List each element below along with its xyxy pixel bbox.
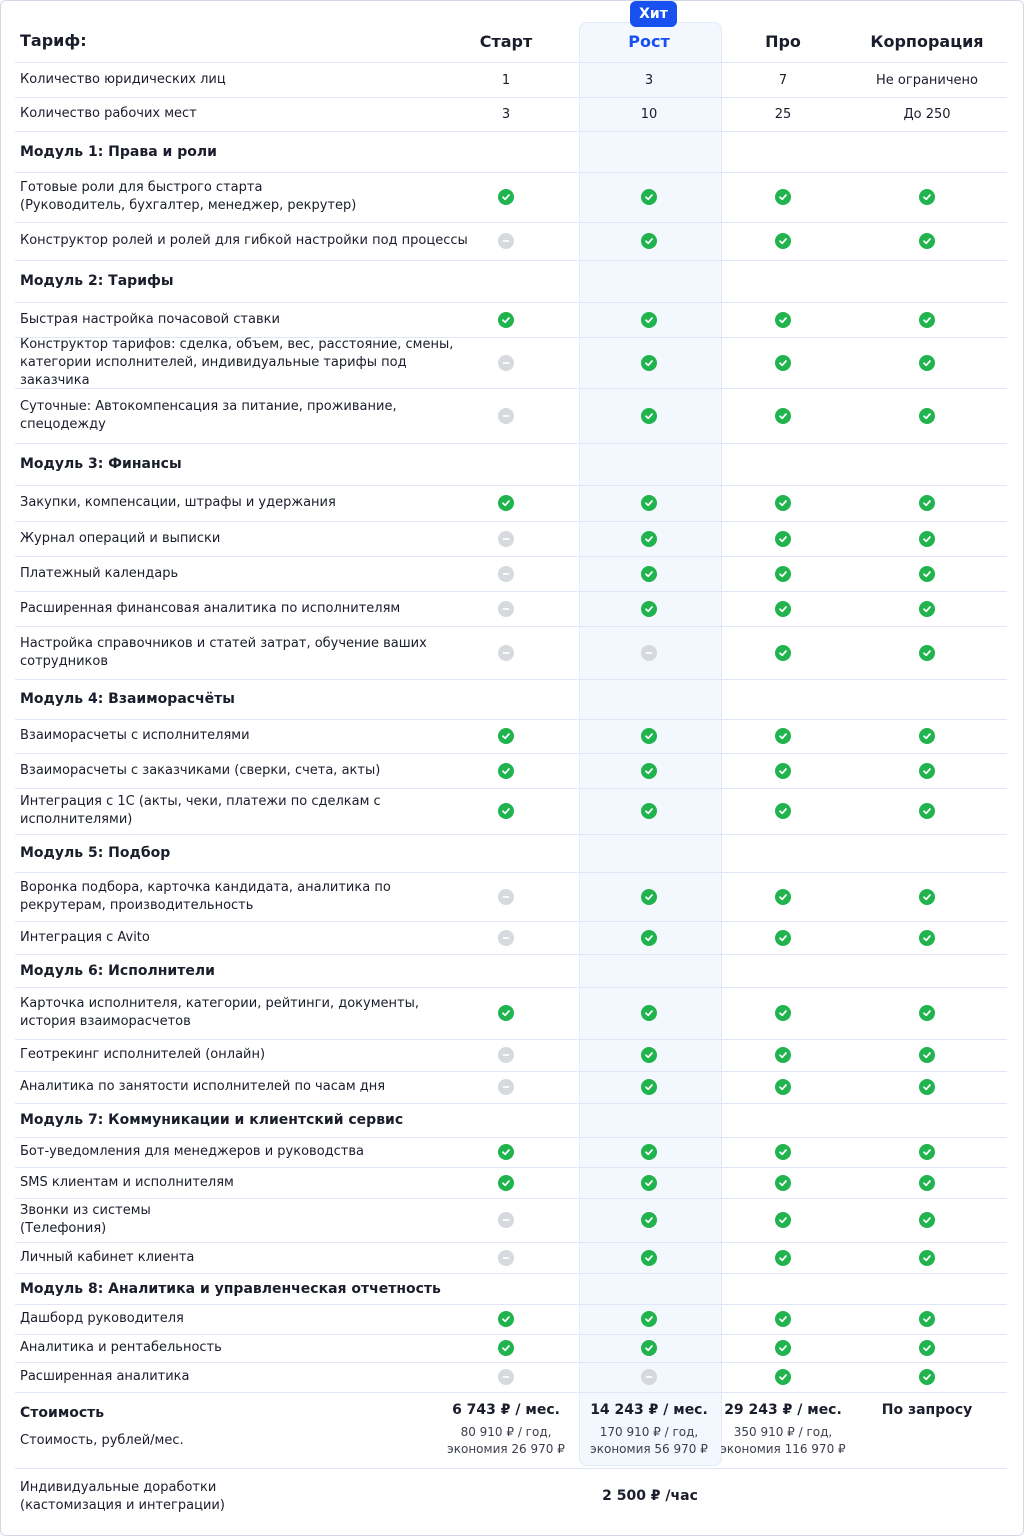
check-icon	[641, 566, 657, 582]
custom-work-label: Индивидуальные доработки (кастомизация и интеграции)	[20, 1480, 225, 1513]
feature-label: Закупки, компенсации, штрафы и удержания	[20, 495, 336, 510]
feature-label: Личный кабинет клиента	[20, 1249, 195, 1265]
plan-feature-cell	[639, 753, 659, 788]
plan-feature-cell	[773, 872, 793, 921]
plan-feature-cell	[773, 1039, 793, 1071]
plan-value: 1	[501, 72, 511, 88]
check-icon	[498, 728, 514, 744]
check-icon	[498, 803, 514, 819]
module-heading: Модуль 1: Права и роли	[20, 143, 217, 160]
check-icon	[498, 763, 514, 779]
feature-label: Журнал операций и выписки	[20, 530, 221, 546]
check-icon	[641, 763, 657, 779]
plan-feature-cell	[496, 222, 516, 260]
plan-feature-cell	[639, 1242, 659, 1273]
plan-feature-cell	[917, 1167, 937, 1198]
plan-feature-cell	[496, 1198, 516, 1242]
plan-feature-cell	[917, 222, 937, 260]
plan-value: 7	[778, 72, 788, 88]
feature-label: Суточные: Автокомпенсация за питание, проживание, спецодежду	[20, 398, 397, 432]
plan-feature-cell	[773, 1334, 793, 1362]
plan-savings: экономия 56 970 ₽	[590, 1442, 708, 1456]
plan-feature-cell	[639, 1362, 659, 1392]
plan-feature-cell	[773, 222, 793, 260]
check-icon	[641, 1047, 657, 1063]
check-icon	[641, 1175, 657, 1191]
feature-label: Аналитика по занятости исполнителей по часам дня	[20, 1079, 386, 1094]
check-icon	[775, 889, 791, 905]
plan-feature-cell	[917, 1039, 937, 1071]
feature-label: Геотрекинг исполнителей (онлайн)	[20, 1047, 266, 1062]
unavailable-icon	[498, 1047, 514, 1063]
unavailable-icon	[498, 889, 514, 905]
unavailable-icon	[498, 566, 514, 582]
plan-feature-cell	[496, 1242, 516, 1273]
check-icon	[775, 1340, 791, 1356]
check-icon	[641, 233, 657, 249]
check-icon	[919, 930, 935, 946]
plan-feature-cell	[773, 172, 793, 222]
check-icon	[775, 1144, 791, 1160]
plan-feature-cell	[773, 388, 793, 443]
check-icon	[919, 1144, 935, 1160]
plan-feature-cell	[639, 921, 659, 954]
plan-yearly-price: 170 910 ₽ / год,	[599, 1425, 699, 1439]
plan-feature-cell	[773, 921, 793, 954]
check-icon	[641, 889, 657, 905]
plan-feature-cell	[917, 626, 937, 679]
check-icon	[641, 1005, 657, 1021]
check-icon	[498, 495, 514, 511]
check-icon	[919, 566, 935, 582]
check-icon	[919, 1311, 935, 1327]
plan-feature-cell	[496, 388, 516, 443]
check-icon	[641, 803, 657, 819]
check-icon	[641, 601, 657, 617]
feature-label: Интеграция с 1С (акты, чеки, платежи по сделкам с исполнителями)	[20, 794, 381, 827]
plan-feature-cell	[917, 719, 937, 753]
check-icon	[919, 531, 935, 547]
plan-feature-cell	[639, 485, 659, 521]
plan-feature-cell	[639, 626, 659, 679]
check-icon	[919, 601, 935, 617]
plan-feature-cell	[639, 1137, 659, 1167]
check-icon	[919, 1079, 935, 1095]
pricing-subtitle: Стоимость, рублей/мес.	[20, 1433, 184, 1448]
plan-feature-cell	[639, 1198, 659, 1242]
plan-feature-cell	[496, 556, 516, 591]
plan-feature-cell	[496, 1334, 516, 1362]
check-icon	[775, 930, 791, 946]
plan-value: 3	[501, 106, 511, 122]
feature-label: Воронка подбора, карточка кандидата, аналитика по рекрутерам, производительность	[20, 879, 391, 913]
plan-feature-cell	[917, 1137, 937, 1167]
plan-feature-cell	[773, 521, 793, 556]
plan-feature-cell	[639, 172, 659, 222]
plan-feature-cell	[917, 591, 937, 626]
check-icon	[641, 1250, 657, 1266]
plan-savings: экономия 116 970 ₽	[720, 1442, 846, 1456]
check-icon	[919, 803, 935, 819]
plan-feature-cell	[917, 1334, 937, 1362]
plan-value: 10	[640, 106, 658, 122]
unavailable-icon	[498, 601, 514, 617]
plan-price: 6 743 ₽ / мес.	[452, 1402, 560, 1418]
check-icon	[919, 645, 935, 661]
feature-label: Количество рабочих мест	[20, 106, 197, 121]
check-icon	[919, 1175, 935, 1191]
plan-feature-cell	[917, 485, 937, 521]
plan-feature-cell	[773, 1167, 793, 1198]
feature-label: Расширенная аналитика	[20, 1369, 190, 1384]
check-icon	[775, 531, 791, 547]
plan-feature-cell	[639, 591, 659, 626]
check-icon	[775, 1250, 791, 1266]
row-divider	[15, 1392, 1007, 1393]
plan-feature-cell	[917, 1198, 937, 1242]
plan-feature-cell	[639, 1039, 659, 1071]
feature-label: Конструктор тарифов: сделка, объем, вес, расстояние, смены, категории исполнителей, индивидуальные тарифы под заказчика	[20, 336, 454, 388]
plan-feature-cell	[917, 921, 937, 954]
module-heading: Модуль 2: Тарифы	[20, 273, 174, 289]
plan-feature-cell	[773, 719, 793, 753]
plan-feature-cell	[639, 788, 659, 834]
plan-feature-cell	[917, 1071, 937, 1103]
pricing-title: Стоимость	[20, 1405, 105, 1421]
check-icon	[641, 531, 657, 547]
plan-header-3: Про	[765, 31, 801, 51]
check-icon	[775, 566, 791, 582]
plan-feature-cell	[639, 987, 659, 1039]
plan-feature-cell	[639, 872, 659, 921]
plan-feature-cell	[773, 626, 793, 679]
plan-feature-cell	[773, 337, 793, 388]
feature-label: Конструктор ролей и ролей для гибкой настройки под процессы	[20, 233, 468, 248]
plan-feature-cell	[773, 485, 793, 521]
plan-feature-cell	[773, 1071, 793, 1103]
plan-feature-cell	[639, 302, 659, 337]
plan-value: 3	[644, 72, 654, 88]
plan-feature-cell	[496, 1362, 516, 1392]
plan-feature-cell	[496, 872, 516, 921]
unavailable-icon	[498, 355, 514, 371]
plan-price: По запросу	[881, 1402, 973, 1418]
check-icon	[919, 408, 935, 424]
unavailable-icon	[498, 531, 514, 547]
feature-label: SMS клиентам и исполнителям	[20, 1174, 234, 1190]
plan-feature-cell	[639, 222, 659, 260]
module-heading: Модуль 5: Подбор	[20, 845, 171, 861]
plan-feature-cell	[917, 302, 937, 337]
feature-label: Дашборд руководителя	[20, 1311, 184, 1326]
check-icon	[775, 233, 791, 249]
plan-feature-cell	[639, 521, 659, 556]
plan-feature-cell	[773, 987, 793, 1039]
plan-feature-cell	[496, 521, 516, 556]
plan-price: 14 243 ₽ / мес.	[590, 1402, 708, 1418]
plan-feature-cell	[639, 1071, 659, 1103]
check-icon	[775, 728, 791, 744]
check-icon	[919, 1369, 935, 1385]
check-icon	[498, 189, 514, 205]
check-icon	[641, 1311, 657, 1327]
plan-feature-cell	[773, 788, 793, 834]
feature-label: Количество юридических лиц	[20, 72, 226, 87]
plan-feature-cell	[496, 753, 516, 788]
tariff-label: Тариф:	[20, 31, 87, 50]
check-icon	[498, 1311, 514, 1327]
plan-feature-cell	[917, 521, 937, 556]
plan-header-4: Корпорация	[870, 31, 984, 51]
plan-feature-cell	[773, 302, 793, 337]
plan-feature-cell	[496, 1304, 516, 1334]
plan-feature-cell	[917, 556, 937, 591]
plan-feature-cell	[496, 788, 516, 834]
unavailable-icon	[498, 408, 514, 424]
plan-feature-cell	[773, 1362, 793, 1392]
plan-feature-cell	[496, 302, 516, 337]
module-heading: Модуль 8: Аналитика и управленческая отчетность	[20, 1280, 441, 1297]
plan-feature-cell	[496, 987, 516, 1039]
plan-feature-cell	[639, 337, 659, 388]
plan-yearly-price: 350 910 ₽ / год,	[733, 1425, 833, 1439]
check-icon	[775, 1175, 791, 1191]
plan-feature-cell	[917, 872, 937, 921]
check-icon	[641, 355, 657, 371]
plan-feature-cell	[496, 1167, 516, 1198]
check-icon	[498, 1005, 514, 1021]
plan-feature-cell	[639, 556, 659, 591]
plan-feature-cell	[917, 172, 937, 222]
plan-feature-cell	[496, 1039, 516, 1071]
check-icon	[775, 1005, 791, 1021]
plan-feature-cell	[773, 753, 793, 788]
plan-value: Не ограничено	[876, 72, 978, 88]
plan-feature-cell	[639, 719, 659, 753]
check-icon	[641, 930, 657, 946]
check-icon	[641, 189, 657, 205]
plan-feature-cell	[917, 1362, 937, 1392]
plan-feature-cell	[917, 788, 937, 834]
plan-savings: экономия 26 970 ₽	[447, 1442, 565, 1456]
unavailable-icon	[498, 233, 514, 249]
plan-feature-cell	[496, 719, 516, 753]
check-icon	[919, 763, 935, 779]
check-icon	[919, 189, 935, 205]
unavailable-icon	[498, 1079, 514, 1095]
check-icon	[775, 408, 791, 424]
check-icon	[775, 601, 791, 617]
check-icon	[775, 189, 791, 205]
unavailable-icon	[498, 645, 514, 661]
feature-label: Звонки из системы (Телефония)	[20, 1203, 151, 1236]
plan-feature-cell	[917, 1304, 937, 1334]
check-icon	[498, 312, 514, 328]
check-icon	[775, 803, 791, 819]
check-icon	[775, 1079, 791, 1095]
plan-feature-cell	[496, 591, 516, 626]
plan-feature-cell	[639, 1304, 659, 1334]
plan-feature-cell	[496, 1071, 516, 1103]
module-heading: Модуль 7: Коммуникации и клиентский сервис	[20, 1112, 404, 1128]
plan-feature-cell	[496, 1137, 516, 1167]
plan-feature-cell	[773, 1137, 793, 1167]
check-icon	[641, 1079, 657, 1095]
plan-header-1: Старт	[479, 31, 533, 51]
module-heading: Модуль 3: Финансы	[20, 456, 182, 472]
feature-label: Настройка справочников и статей затрат, обучение ваших сотрудников	[20, 635, 427, 669]
plan-feature-cell	[773, 556, 793, 591]
plan-feature-cell	[496, 626, 516, 679]
plan-yearly-price: 80 910 ₽ / год,	[460, 1425, 552, 1439]
plan-feature-cell	[917, 1242, 937, 1273]
check-icon	[919, 889, 935, 905]
feature-label: Взаиморасчеты с заказчиками (сверки, счета, акты)	[20, 762, 381, 778]
check-icon	[919, 1340, 935, 1356]
unavailable-icon	[641, 645, 657, 661]
feature-label: Платежный календарь	[20, 565, 179, 581]
check-icon	[498, 1175, 514, 1191]
check-icon	[641, 312, 657, 328]
plan-feature-cell	[639, 388, 659, 443]
plan-feature-cell	[917, 753, 937, 788]
plan-feature-cell	[917, 987, 937, 1039]
check-icon	[919, 233, 935, 249]
plan-feature-cell	[496, 921, 516, 954]
check-icon	[919, 355, 935, 371]
plan-feature-cell	[639, 1334, 659, 1362]
unavailable-icon	[641, 1369, 657, 1385]
check-icon	[919, 1005, 935, 1021]
check-icon	[775, 495, 791, 511]
unavailable-icon	[498, 1369, 514, 1385]
check-icon	[919, 1250, 935, 1266]
check-icon	[641, 495, 657, 511]
feature-label: Готовые роли для быстрого старта (Руководитель, бухгалтер, менеджер, рекрутер)	[20, 180, 357, 213]
check-icon	[641, 728, 657, 744]
plan-feature-cell	[773, 1304, 793, 1334]
feature-label: Взаиморасчеты с исполнителями	[20, 728, 250, 743]
feature-label: Бот-уведомления для менеджеров и руководства	[20, 1144, 364, 1159]
check-icon	[498, 1144, 514, 1160]
row-divider	[15, 1468, 1007, 1469]
plan-feature-cell	[917, 388, 937, 443]
check-icon	[641, 408, 657, 424]
feature-label: Аналитика и рентабельность	[20, 1340, 222, 1355]
unavailable-icon	[498, 1250, 514, 1266]
module-heading: Модуль 6: Исполнители	[20, 962, 215, 979]
plan-feature-cell	[639, 1167, 659, 1198]
check-icon	[919, 495, 935, 511]
check-icon	[919, 1047, 935, 1063]
check-icon	[775, 1047, 791, 1063]
check-icon	[775, 312, 791, 328]
feature-label: Интеграция с Avito	[20, 929, 150, 945]
feature-label: Расширенная финансовая аналитика по исполнителям	[20, 600, 401, 616]
custom-work-price: 2 500 ₽ /час	[602, 1488, 698, 1504]
check-icon	[641, 1340, 657, 1356]
check-icon	[775, 1311, 791, 1327]
plan-value: 25	[774, 106, 792, 122]
plan-price: 29 243 ₽ / мес.	[724, 1402, 842, 1418]
check-icon	[775, 355, 791, 371]
module-heading: Модуль 4: Взаиморасчёты	[20, 691, 235, 707]
check-icon	[775, 763, 791, 779]
unavailable-icon	[498, 1212, 514, 1228]
check-icon	[775, 1212, 791, 1228]
plan-header-2: Рост	[628, 31, 670, 51]
check-icon	[919, 728, 935, 744]
hit-badge: Хит	[630, 1, 677, 27]
check-icon	[641, 1144, 657, 1160]
plan-feature-cell	[496, 337, 516, 388]
feature-label: Карточка исполнителя, категории, рейтинги, документы, история взаиморасчетов	[20, 996, 419, 1029]
plan-feature-cell	[496, 485, 516, 521]
plan-feature-cell	[917, 337, 937, 388]
check-icon	[919, 312, 935, 328]
plan-feature-cell	[496, 172, 516, 222]
check-icon	[919, 1212, 935, 1228]
plan-feature-cell	[773, 1198, 793, 1242]
feature-label: Быстрая настройка почасовой ставки	[20, 311, 280, 327]
check-icon	[775, 1369, 791, 1385]
check-icon	[498, 1340, 514, 1356]
plan-feature-cell	[773, 591, 793, 626]
unavailable-icon	[498, 930, 514, 946]
check-icon	[775, 645, 791, 661]
plan-feature-cell	[773, 1242, 793, 1273]
check-icon	[641, 1212, 657, 1228]
plan-value: До 250	[903, 106, 951, 122]
